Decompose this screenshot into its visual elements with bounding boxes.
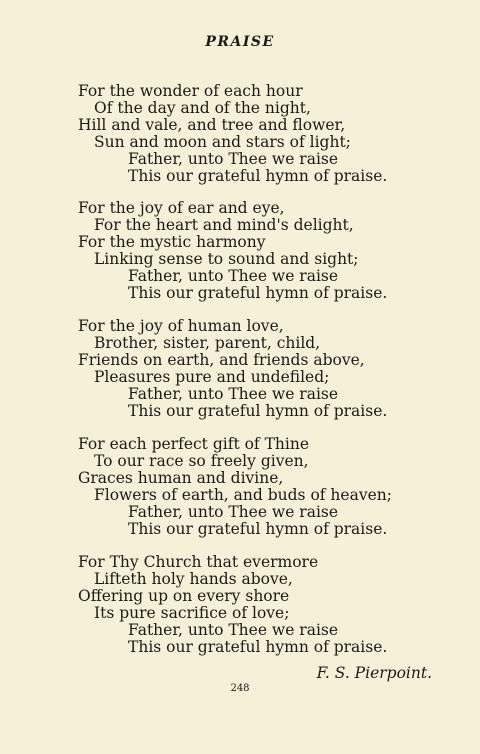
author-attribution: F. S. Pierpoint. <box>316 664 432 682</box>
verse-line: For the wonder of each hour <box>78 82 303 100</box>
verse-line: Flowers of earth, and buds of heaven; <box>94 486 392 504</box>
verse-line: Sun and moon and stars of light; <box>94 133 351 151</box>
refrain-line: This our grateful hymn of praise. <box>128 167 388 185</box>
refrain-line: Father, unto Thee we raise <box>128 150 339 168</box>
verse-line: For the mystic harmony <box>78 233 266 251</box>
verse-line: For the joy of ear and eye, <box>78 199 285 217</box>
verse-line: For Thy Church that evermore <box>78 553 319 571</box>
refrain-line: Father, unto Thee we raise <box>128 385 339 403</box>
stanza-3 <box>78 318 458 420</box>
verse-line: For the joy of human love, <box>78 317 284 335</box>
verse-line: Pleasures pure and undefiled; <box>94 368 330 386</box>
verse-line: Lifteth holy hands above, <box>94 570 293 588</box>
page-number: 248 <box>230 683 250 694</box>
refrain-line: This our grateful hymn of praise. <box>128 520 388 538</box>
refrain-line: Father, unto Thee we raise <box>128 267 339 285</box>
verse-line: Of the day and of the night, <box>94 99 311 117</box>
verse-line: Friends on earth, and friends above, <box>78 351 365 369</box>
stanza-2 <box>78 200 458 302</box>
page-title: PRAISE <box>205 34 275 50</box>
verse-line: For each perfect gift of Thine <box>78 435 310 453</box>
verse-line: Brother, sister, parent, child, <box>94 334 321 352</box>
verse-line: For the heart and mind's delight, <box>94 216 354 234</box>
stanza-4 <box>78 436 458 538</box>
verse-line: Hill and vale, and tree and flower, <box>78 116 346 134</box>
refrain-line: This our grateful hymn of praise. <box>128 284 388 302</box>
refrain-line: Father, unto Thee we raise <box>128 621 339 639</box>
stanza-5 <box>78 554 458 656</box>
verse-line: Linking sense to sound and sight; <box>94 250 359 268</box>
stanza-1 <box>78 83 458 185</box>
verse-line: Graces human and divine, <box>78 469 284 487</box>
refrain-line: Father, unto Thee we raise <box>128 503 339 521</box>
refrain-line: This our grateful hymn of praise. <box>128 638 388 656</box>
verse-line: To our race so freely given, <box>94 452 309 470</box>
verse-line: Offering up on every shore <box>78 587 290 605</box>
verse-line: Its pure sacrifice of love; <box>94 604 290 622</box>
refrain-line: This our grateful hymn of praise. <box>128 402 388 420</box>
